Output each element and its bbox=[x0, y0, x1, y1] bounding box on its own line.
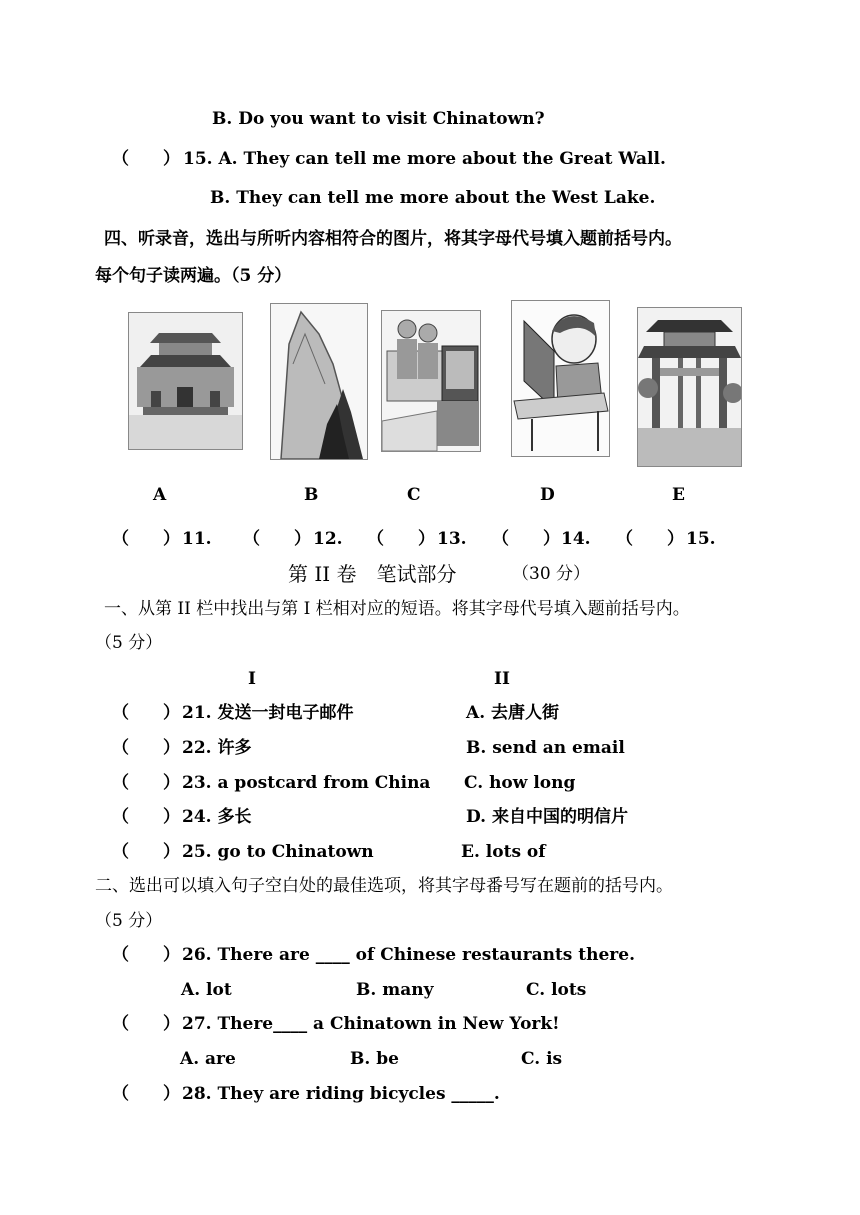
mountain-icon bbox=[271, 304, 367, 459]
answer-paren[interactable]: （ ） bbox=[243, 529, 311, 549]
answer-paren[interactable]: （ ） bbox=[112, 1014, 180, 1034]
section2-instruction-cont: （5 分） bbox=[95, 911, 163, 931]
tiananmen-gate-icon bbox=[129, 313, 242, 449]
family-tv-icon bbox=[382, 311, 480, 451]
match-right-item: A. 去唐人街 bbox=[466, 703, 560, 723]
picture-a bbox=[128, 312, 243, 450]
question-stem: 27. There____ a Chinatown in New York! bbox=[182, 1014, 560, 1034]
answer-number: 12. bbox=[313, 529, 343, 549]
chinatown-gate-icon bbox=[638, 308, 741, 466]
boy-computer-icon bbox=[512, 301, 609, 456]
match-right-item: C. how long bbox=[464, 773, 576, 793]
column-i-header: I bbox=[248, 669, 256, 689]
picture-c-label: C bbox=[407, 485, 421, 505]
option-c: C. is bbox=[521, 1049, 563, 1069]
picture-b-label: B bbox=[304, 485, 319, 505]
picture-a-label: A bbox=[153, 485, 167, 505]
answer-paren[interactable]: （ ） bbox=[112, 703, 180, 723]
answer-paren[interactable]: （ ） bbox=[112, 1084, 180, 1104]
answer-paren[interactable]: （ ） bbox=[112, 842, 180, 862]
picture-c bbox=[381, 310, 481, 452]
section4-instruction: 四、听录音，选出与所听内容相符合的图片，将其字母代号填入题前括号内。 bbox=[104, 229, 682, 249]
q15-option-b: B. They can tell me more about the West Lake. bbox=[210, 188, 656, 208]
answer-number: 14. bbox=[561, 529, 591, 549]
match-right-item: D. 来自中国的明信片 bbox=[466, 807, 628, 827]
option-b: B. many bbox=[356, 980, 434, 1000]
answer-paren[interactable]: （ ） bbox=[616, 529, 684, 549]
answer-paren[interactable]: （ ） bbox=[112, 773, 180, 793]
option-a: A. are bbox=[180, 1049, 236, 1069]
answer-paren[interactable]: （ ） bbox=[492, 529, 560, 549]
option-b: B. be bbox=[350, 1049, 399, 1069]
picture-d bbox=[511, 300, 610, 457]
q15-option-a: 15. A. They can tell me more about the Great Wall. bbox=[183, 149, 666, 169]
match-left-item: 25. go to Chinatown bbox=[182, 842, 374, 862]
answer-number: 13. bbox=[437, 529, 467, 549]
answer-paren[interactable]: （ ） bbox=[112, 807, 180, 827]
match-right-item: E. lots of bbox=[461, 842, 546, 862]
match-left-item: 23. a postcard from China bbox=[182, 773, 431, 793]
match-left-item: 22. 许多 bbox=[182, 738, 252, 758]
q14-option-b: B. Do you want to visit Chinatown? bbox=[212, 109, 545, 129]
match-right-item: B. send an email bbox=[466, 738, 625, 758]
column-ii-header: II bbox=[494, 669, 510, 689]
option-a: A. lot bbox=[181, 980, 232, 1000]
section1-instruction-cont: （5 分） bbox=[95, 633, 163, 653]
q15-answer-paren[interactable]: （ ） bbox=[112, 149, 180, 169]
section2-instruction: 二、选出可以填入句子空白处的最佳选项，将其字母番号写在题前的括号内。 bbox=[95, 876, 673, 896]
answer-paren[interactable]: （ ） bbox=[112, 738, 180, 758]
picture-e-label: E bbox=[672, 485, 685, 505]
section4-instruction-cont: 每个句子读两遍。（5 分） bbox=[95, 266, 292, 286]
question-stem: 28. They are riding bicycles _____. bbox=[182, 1084, 500, 1104]
answer-number: 15. bbox=[686, 529, 716, 549]
part2-score: （30 分） bbox=[512, 564, 591, 584]
match-left-item: 21. 发送一封电子邮件 bbox=[182, 703, 354, 723]
question-stem: 26. There are ____ of Chinese restaurants there. bbox=[182, 945, 635, 965]
picture-d-label: D bbox=[540, 485, 555, 505]
answer-paren[interactable]: （ ） bbox=[112, 529, 180, 549]
picture-e bbox=[637, 307, 742, 467]
answer-paren[interactable]: （ ） bbox=[367, 529, 435, 549]
match-left-item: 24. 多长 bbox=[182, 807, 252, 827]
answer-number: 11. bbox=[182, 529, 212, 549]
section1-instruction: 一、从第 II 栏中找出与第 I 栏相对应的短语。将其字母代号填入题前括号内。 bbox=[104, 599, 690, 619]
part2-title: 第 II 卷 笔试部分 bbox=[288, 562, 457, 586]
answer-paren[interactable]: （ ） bbox=[112, 945, 180, 965]
option-c: C. lots bbox=[526, 980, 587, 1000]
picture-b bbox=[270, 303, 368, 460]
